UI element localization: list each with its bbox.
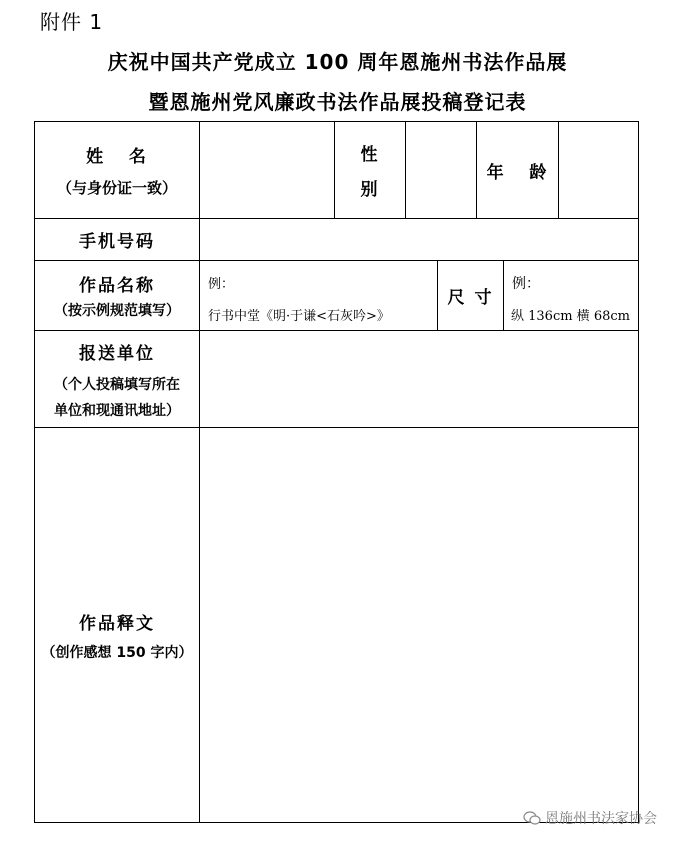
work-title-example: 行书中堂《明·于谦<石灰吟>》 bbox=[208, 309, 390, 324]
work-title-input-cell[interactable] bbox=[200, 261, 437, 330]
work-title-note: （按示例规范填写） bbox=[54, 303, 180, 319]
age-label: 年 龄 bbox=[486, 162, 549, 183]
attachment-label: 附件 1 bbox=[40, 10, 104, 34]
unit-label: 报送单位 bbox=[79, 343, 155, 364]
gender-label-cell bbox=[335, 122, 405, 218]
size-input-cell[interactable] bbox=[504, 261, 638, 330]
name-label: 姓 名 bbox=[86, 147, 148, 167]
text-label: 作品释文 bbox=[79, 613, 155, 634]
wechat-icon bbox=[523, 811, 541, 825]
text-label-cell bbox=[35, 428, 199, 822]
unit-note-2: 单位和现通讯地址） bbox=[54, 402, 180, 419]
name-note: （与身份证一致） bbox=[56, 179, 177, 197]
work-title-label: 作品名称 bbox=[79, 276, 155, 296]
work-title-label-cell bbox=[35, 261, 199, 330]
text-note: （创作感想 150 字内） bbox=[41, 644, 193, 661]
size-example: 纵 136cm 横 68cm bbox=[511, 309, 630, 324]
name-input-cell[interactable] bbox=[200, 122, 334, 218]
size-label: 尺 寸 bbox=[447, 288, 494, 308]
name-label-cell bbox=[35, 122, 199, 218]
watermark-text: 恩施州书法家协会 bbox=[545, 811, 657, 827]
unit-label-cell bbox=[35, 331, 199, 427]
unit-input-cell[interactable] bbox=[200, 331, 638, 427]
gender-input-cell[interactable] bbox=[406, 122, 476, 218]
form-title-line-1: 庆祝中国共产党成立 100 周年恩施州书法作品展 bbox=[107, 50, 568, 74]
text-input-cell[interactable] bbox=[200, 428, 638, 822]
watermark bbox=[523, 808, 657, 828]
phone-input-cell[interactable] bbox=[200, 219, 638, 260]
gender-label-1: 性 bbox=[360, 145, 380, 165]
form-title-line-2: 暨恩施州党风廉政书法作品展投稿登记表 bbox=[148, 90, 527, 114]
phone-label: 手机号码 bbox=[79, 232, 155, 252]
age-label-cell bbox=[477, 122, 558, 218]
size-label-cell bbox=[438, 261, 503, 330]
age-input-cell[interactable] bbox=[559, 122, 638, 218]
unit-note-1: （个人投稿填写所在 bbox=[54, 376, 180, 393]
size-example-label: 例： bbox=[512, 276, 540, 292]
table-border-right bbox=[638, 121, 639, 823]
phone-label-cell bbox=[35, 219, 199, 260]
gender-label-2: 别 bbox=[360, 180, 380, 200]
work-title-example-label: 例： bbox=[208, 277, 235, 292]
